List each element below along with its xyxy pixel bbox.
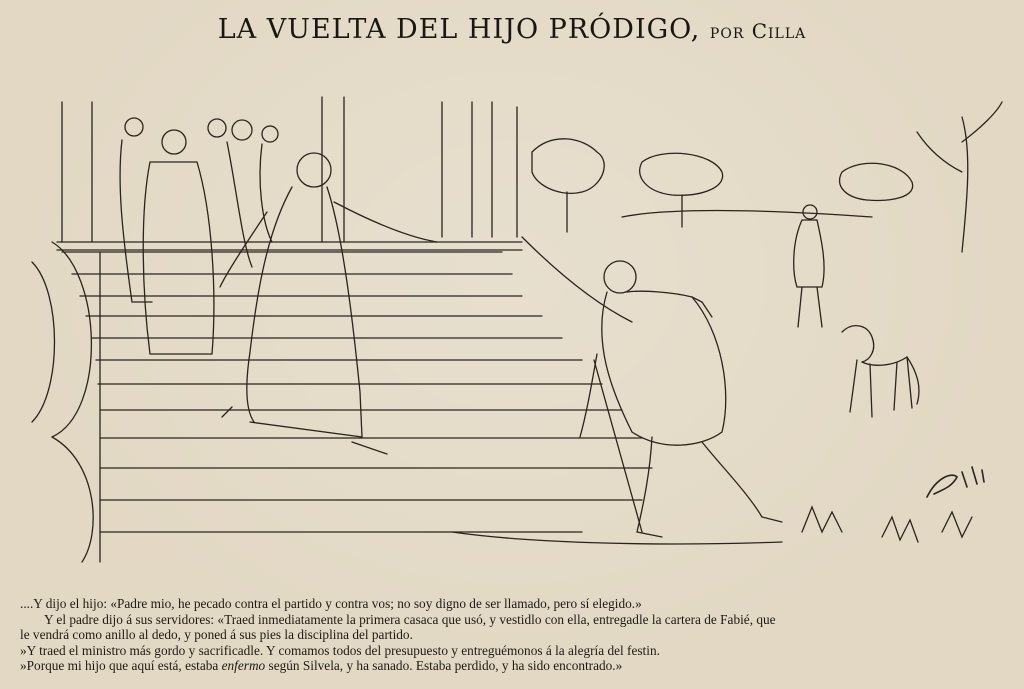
caption-line-5-after: según Silvela, y ha sanado. Estaba perdido, y ha sido encontrado.» bbox=[265, 658, 623, 673]
temple-columns bbox=[57, 97, 522, 250]
dog-figure bbox=[842, 326, 919, 417]
caption-line-1: ....Y dijo el hijo: «Padre mio, he pecado contra el partido y contra vos; no soy digno de ser llamado, pero sí elegido.» bbox=[20, 596, 642, 611]
grass-tufts bbox=[802, 507, 972, 542]
son-figure bbox=[452, 261, 782, 544]
background-trees bbox=[532, 102, 1002, 252]
title-byline: por Cilla bbox=[709, 19, 807, 43]
caption-line-5 bbox=[20, 658, 1010, 674]
father-figure bbox=[220, 153, 437, 454]
caption-line-3: le vendrá como anillo al dedo, y poned á sus pies la disciplina del partido. bbox=[20, 627, 413, 642]
servant-figure bbox=[794, 205, 824, 327]
caption-line-5-before: »Porque mi hijo que aquí está, estaba bbox=[20, 658, 222, 673]
caption-line-2: Y el padre dijo á sus servidores: «Traed inmediatamente la primera casaca que usó, y vestidlo con ella, entregadle la cartera de Fabié, que bbox=[44, 611, 776, 627]
staircase bbox=[62, 237, 652, 562]
title-text: LA VUELTA DEL HIJO PRÓDIGO, bbox=[217, 14, 701, 45]
caption-line-5-italic: enfermo bbox=[221, 658, 266, 673]
page-title bbox=[0, 14, 1024, 45]
column-base bbox=[32, 242, 93, 562]
artist-signature bbox=[927, 467, 984, 497]
caption bbox=[20, 596, 1010, 674]
cartoon-illustration bbox=[22, 92, 1012, 572]
caption-line-4: »Y traed el ministro más gordo y sacrificadle. Y comamos todos del presupuesto y entreguémonos á la alegría del festin. bbox=[20, 642, 660, 658]
